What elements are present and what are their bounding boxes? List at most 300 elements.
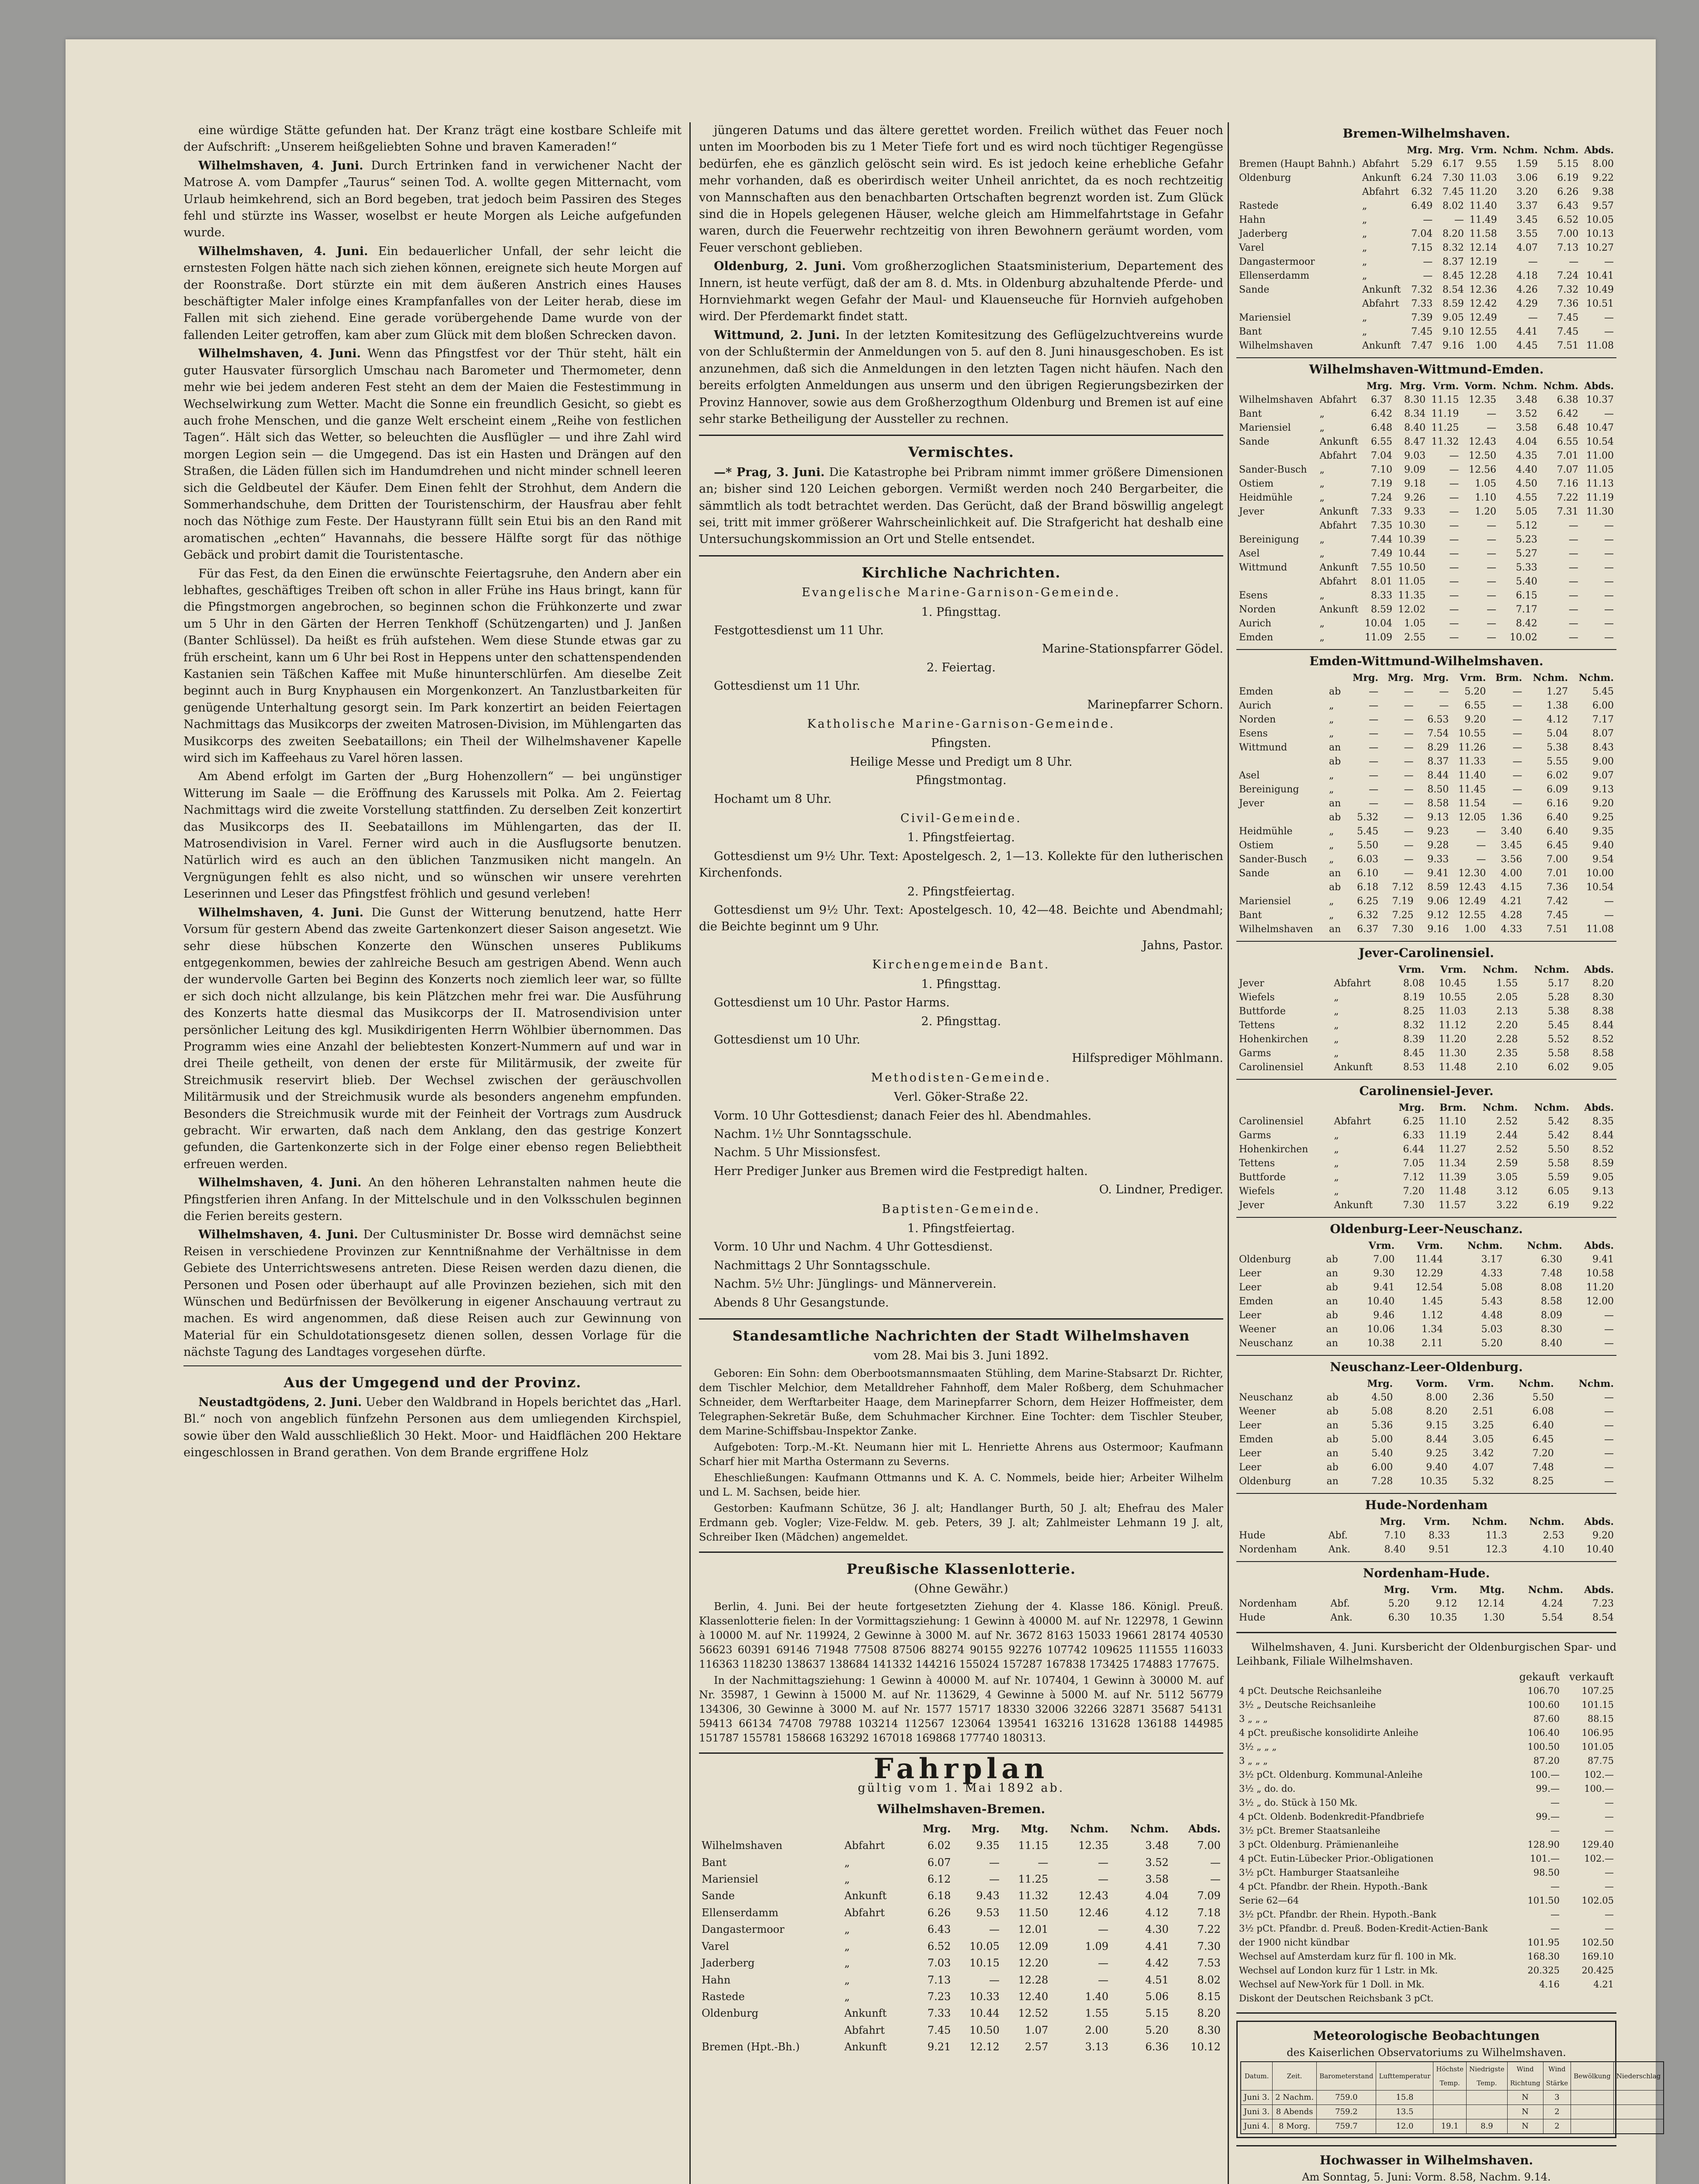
time-cell: 1.59 (1516, 159, 1538, 169)
arr-dep: Ankunft (1362, 284, 1401, 295)
time-cell: 8.58 (1540, 1296, 1562, 1307)
station-name: Mariensiel (1239, 896, 1291, 907)
station-name: Hahn (702, 1973, 731, 1986)
train-timetable (1236, 1377, 1616, 1489)
time-cell: 11.45 (1458, 784, 1486, 795)
time-cell: — (1512, 686, 1523, 697)
time-cell: 9.18 (1404, 478, 1426, 489)
station-name: Emden (1239, 1296, 1273, 1307)
weather-cell: 13.5 (1376, 2105, 1433, 2119)
rate-cell: — (1605, 1909, 1614, 1920)
timetable-header-cell: Vrm. (1368, 1240, 1395, 1251)
station-name: Carolinensiel (1239, 1116, 1304, 1127)
time-cell: 11.54 (1458, 798, 1486, 809)
rate-cell: — (1550, 1881, 1560, 1892)
time-cell: 6.09 (1547, 784, 1568, 795)
article-text: jüngeren Datums und das ältere gerettet worden. Freilich wüthet das Feuer noch unten im Moorboden bis zu 1 Meter Tiefe fort und es wird noch tüchtiger Regengüsse bedürfen, ehe es gänzlich gelöscht sein wird. Es ist jedoch keine erhebliche Gefahr mehr vorhanden, daß es oberirdisch weiter Unheil anrichtet, da es noch rechtzeitig von Mannschaften aus den benachbarten Ortschaften begrenzt worden ist. Zum Glück sind die in Hopels gelegenen Häuser, welche gleich am Himmelfahrtstage in Gefahr waren, durch die Feuerwehr rechtzeitig von ihren Bewohnern geräumt worden, vom Feuer verschont geblieben. (699, 124, 1223, 255)
security-name: 3½ pCt. Hamburger Staatsanleihe (1239, 1867, 1399, 1878)
time-cell: 9.25 (1426, 1448, 1448, 1459)
exchange-row (1236, 1810, 1616, 1824)
time-cell: 7.18 (1197, 1906, 1221, 1919)
time-cell: 2.55 (1404, 632, 1426, 643)
arr-dep: „ (1334, 1048, 1339, 1059)
time-cell: 2.44 (1496, 1130, 1518, 1141)
time-cell: 8.54 (1442, 284, 1464, 295)
timetable-header-cell (1324, 1239, 1349, 1253)
timetable-row (1236, 1419, 1616, 1433)
time-cell: 7.45 (1557, 326, 1579, 337)
time-cell: 8.45 (1442, 270, 1464, 281)
time-cell: 1.45 (1421, 1296, 1443, 1307)
arr-dep: Ankunft (1334, 1062, 1373, 1073)
time-cell: 12.46 (1078, 1906, 1109, 1919)
arr-dep: an (1326, 1324, 1338, 1335)
timetable-header-cell (1236, 963, 1331, 977)
weather-cell (1613, 2119, 1664, 2134)
time-cell: 3.42 (1472, 1448, 1494, 1459)
time-cell: 4.00 (1501, 868, 1523, 879)
article-paragraph (183, 905, 682, 1173)
time-cell: 5.38 (1548, 1006, 1570, 1017)
time-cell: 5.23 (1516, 534, 1537, 545)
time-cell: 10.55 (1458, 728, 1486, 739)
time-cell: 5.42 (1548, 1130, 1570, 1141)
security-name: 4 pCt. Eutin-Lübecker Prior.-Obligationen (1239, 1853, 1434, 1864)
article-paragraph (699, 464, 1223, 548)
station-name (1236, 185, 1360, 199)
time-cell: 6.45 (1547, 840, 1568, 851)
time-cell: 9.51 (1428, 1544, 1450, 1555)
station-name: Sande (702, 1890, 735, 1902)
newspaper-page (66, 39, 1661, 2184)
timetable-header-row (699, 1821, 1223, 1837)
arr-dep: Abfahrt (1362, 159, 1399, 169)
time-cell: 11.50 (1018, 1906, 1048, 1919)
time-cell: — (1210, 1873, 1221, 1886)
timetable-row (699, 1921, 1223, 1938)
church-line: Katholische Marine-Garnison-Gemeinde. (807, 717, 1115, 731)
rate-cell: 4.21 (1593, 1979, 1614, 1990)
time-cell: 6.45 (1532, 1434, 1554, 1445)
time-cell: 9.54 (1592, 854, 1614, 865)
timetable-header-cell: Vrm. (1460, 672, 1486, 684)
timetable-row (1236, 1253, 1616, 1267)
time-cell: 9.41 (1427, 868, 1449, 879)
time-cell: 11.32 (1431, 436, 1459, 447)
weather-header-cell: Wind Stärke (1543, 2062, 1571, 2091)
station-name: Carolinensiel (1239, 1062, 1304, 1073)
timetable-header-cell (1328, 1583, 1367, 1597)
church-line: Festgottesdienst um 11 Uhr. (714, 623, 884, 637)
time-cell: 12.55 (1458, 910, 1486, 921)
time-cell: — (1449, 632, 1459, 643)
church-line: Abends 8 Uhr Gesangstunde. (714, 1296, 889, 1310)
article-text: In der letzten Komitesitzung des Geflügelzuchtvereins wurde von der Schlußtermin der Anmeldungen von 5. auf den 8. Juni hinausgeschoben. Es ist anzunehmen, daß sich die Anmeldungen in den letzten Tagen nicht häufen. Nach den bereits erfolgten Anmeldungen aus unserm und den übrigen Regierungsbezirken der Provinz Hannover, sowie aus dem Großherzogthum Oldenburg und Bremen ist auf eine sehr starke Betheiligung der Aussteller zu rechnen. (699, 328, 1223, 426)
time-cell: 11.10 (1439, 1116, 1467, 1127)
timetable-row (1236, 199, 1616, 213)
time-cell: — (1404, 756, 1414, 767)
timetable-row (1236, 325, 1616, 339)
time-cell: 5.36 (1371, 1420, 1393, 1431)
arr-dep: an (1326, 1338, 1338, 1349)
time-cell: — (1449, 590, 1459, 601)
time-cell: 5.20 (1464, 686, 1486, 697)
time-cell: 6.55 (1464, 700, 1486, 711)
lottery-results (699, 1600, 1223, 1745)
time-cell: 7.24 (1557, 270, 1579, 281)
time-cell: 11.40 (1458, 770, 1486, 781)
time-cell: — (1604, 1324, 1614, 1335)
station-name: Wiefels (1239, 992, 1275, 1003)
rate-cell: 101.15 (1581, 1700, 1614, 1710)
time-cell: 5.27 (1516, 548, 1537, 559)
time-cell: 12.00 (1586, 1296, 1614, 1307)
timetable-row (1236, 685, 1616, 699)
time-cell: 8.40 (1384, 1544, 1406, 1555)
time-cell: 4.55 (1516, 492, 1537, 503)
time-cell: 8.15 (1197, 1990, 1221, 2003)
time-cell: 5.40 (1371, 1448, 1393, 1459)
time-cell: 12.40 (1018, 1990, 1048, 2003)
time-cell: 3.58 (1145, 1873, 1169, 1886)
time-cell: — (1568, 548, 1578, 559)
station-name: Oldenburg (702, 2007, 759, 2020)
arr-dep: „ (844, 1957, 850, 1970)
timetable-row (1236, 1475, 1616, 1489)
arr-dep: „ (1334, 1186, 1339, 1197)
timetable-header-row (1236, 1239, 1616, 1253)
weather-cell: Juni 3. (1241, 2091, 1273, 2105)
time-cell: 5.45 (1357, 826, 1379, 837)
timetable-row (1236, 1143, 1616, 1157)
article-dateline: Wittmund, 2. Juni. (714, 328, 840, 342)
article-dateline: Wilhelmshaven, 4. Juni. (198, 1176, 362, 1190)
time-cell: 9.26 (1404, 492, 1426, 503)
time-cell: — (1486, 576, 1496, 587)
timetable-header-cell: Mrg. (971, 1822, 1000, 1835)
church-line: 1. Pfingsttag. (921, 977, 1001, 991)
arr-dep: „ (1334, 1034, 1339, 1045)
timetable-row (1236, 1433, 1616, 1447)
time-cell: — (1098, 1873, 1109, 1886)
time-cell: 11.19 (1439, 1130, 1467, 1141)
time-cell: 11.48 (1439, 1186, 1467, 1197)
time-cell: 2.11 (1421, 1338, 1443, 1349)
time-cell: 4.41 (1145, 1940, 1169, 1952)
arr-dep: „ (1329, 784, 1334, 795)
timetable-row (1236, 393, 1616, 407)
station-name: Heidmühle (1239, 826, 1293, 837)
time-cell: 9.05 (1442, 312, 1464, 323)
security-name: Diskont der Deutschen Reichsbank 3 pCt. (1239, 1993, 1434, 2004)
time-cell: 11.3 (1485, 1530, 1507, 1541)
time-cell: — (1604, 312, 1614, 323)
time-cell: 12.52 (1018, 2007, 1048, 2020)
time-cell: — (1486, 548, 1496, 559)
time-cell: 5.05 (1516, 506, 1537, 517)
station-name: Wilhelmshaven (1239, 340, 1313, 351)
time-cell: 7.30 (1392, 924, 1414, 935)
arr-dep: „ (1362, 256, 1367, 267)
arr-dep: „ (1362, 326, 1367, 337)
time-cell: 9.05 (1592, 1172, 1614, 1183)
exchange-row (1236, 1949, 1616, 1963)
time-cell: 4.42 (1145, 1957, 1169, 1970)
exchange-row (1236, 1824, 1616, 1838)
church-line: Gottesdienst um 9½ Uhr. Text: Apostelgesch. 2, 1—13. Kollekte für den lutherischen Kirchenfonds. (699, 849, 1223, 880)
time-cell: 9.55 (1475, 159, 1497, 169)
article-dateline: Wilhelmshaven, 4. Juni. (198, 244, 368, 258)
time-cell: 7.45 (927, 2024, 951, 2036)
arr-dep: ab (1326, 1282, 1338, 1293)
exchange-row (1236, 1726, 1616, 1740)
time-cell: — (1449, 478, 1459, 489)
timetable-header-cell: Nchm. (1467, 1240, 1503, 1251)
time-cell: 3.52 (1516, 408, 1537, 419)
time-cell: 3.05 (1472, 1434, 1494, 1445)
church-line: Vorm. 10 Uhr und Nachm. 4 Uhr Gottesdienst. (714, 1240, 993, 1254)
time-cell: 5.20 (1481, 1338, 1503, 1349)
time-cell: 3.12 (1496, 1186, 1518, 1197)
arr-dep: „ (1329, 700, 1334, 711)
timetable-header-cell: Mtg. (1479, 1584, 1505, 1596)
lottery-heading: Preußische Klassenlotterie. (846, 1560, 1076, 1577)
divider (1236, 1217, 1616, 1218)
weather-cell (1467, 2091, 1508, 2105)
time-cell: 6.42 (1557, 408, 1578, 419)
church-line: Kirchengemeinde Bant. (872, 958, 1050, 972)
time-cell: 6.43 (1557, 200, 1579, 211)
time-cell: 1.05 (1474, 478, 1496, 489)
timetable-row (1236, 923, 1616, 936)
timetable-header-cell: Nchm. (1502, 145, 1538, 156)
time-cell: 6.24 (1411, 173, 1433, 183)
time-cell: 12.50 (1468, 450, 1496, 461)
timetable-header-cell: Nchm. (1533, 672, 1568, 684)
station-name: Leer (1239, 1448, 1262, 1459)
timetable-row (1236, 171, 1616, 185)
article-dateline: Neustadtgödens, 2. Juni. (198, 1396, 362, 1410)
station-name: Garms (1239, 1130, 1271, 1141)
time-cell: 7.04 (1411, 228, 1433, 239)
time-cell: 4.15 (1501, 882, 1523, 893)
time-cell: 6.02 (1547, 770, 1568, 781)
timetable-row (1236, 909, 1616, 923)
arr-dep: Ankunft (844, 2041, 887, 2053)
time-cell: 11.30 (1439, 1048, 1467, 1059)
time-cell: 8.25 (1532, 1476, 1554, 1487)
time-cell: 5.29 (1411, 159, 1433, 169)
time-cell: 6.08 (1532, 1406, 1554, 1417)
timetable-row (1236, 991, 1616, 1005)
time-cell: 8.19 (1403, 992, 1425, 1003)
time-cell: 5.17 (1548, 978, 1570, 989)
time-cell: 6.26 (1557, 187, 1579, 197)
time-cell: — (1486, 632, 1496, 643)
time-cell: 3.48 (1145, 1839, 1169, 1852)
column-timetables (1236, 122, 1661, 2184)
time-cell: 9.33 (1404, 506, 1426, 517)
weather-cell: N (1507, 2091, 1543, 2105)
timetable-header-cell: Mrg. (1438, 145, 1464, 156)
station-name: Hude (1239, 1612, 1266, 1623)
station-name: Jaderberg (702, 1957, 755, 1970)
timetable-row (1236, 1323, 1616, 1337)
weather-cell: 8 Abends (1273, 2105, 1317, 2119)
timetable-header-cell (842, 1821, 907, 1837)
time-cell: 7.24 (1371, 492, 1392, 503)
time-cell: 11.27 (1439, 1144, 1467, 1155)
station-name: Jever (1239, 1200, 1264, 1211)
time-cell: 7.10 (1384, 1530, 1406, 1541)
time-cell: 8.33 (1371, 590, 1392, 601)
time-cell: 9.05 (1592, 1062, 1614, 1073)
time-cell: 4.33 (1501, 924, 1523, 935)
timetable-table (699, 1821, 1223, 2056)
time-cell: 8.47 (1404, 436, 1426, 447)
time-cell: 3.40 (1501, 826, 1523, 837)
time-cell: — (1512, 784, 1523, 795)
timetable-row (1236, 1337, 1616, 1351)
time-cell: 10.49 (1586, 284, 1614, 295)
exchange-row (1236, 1782, 1616, 1796)
time-cell: 10.35 (1429, 1612, 1457, 1623)
timetable-header-cell: Nchm. (1534, 964, 1570, 975)
timetable-header-cell (1236, 671, 1326, 685)
timetable-route-title: Bremen-Wilhelmshaven. (1343, 126, 1510, 141)
train-timetable (1236, 671, 1616, 936)
time-cell: 9.28 (1427, 840, 1449, 851)
station-name: Weener (1239, 1324, 1276, 1335)
arr-dep: „ (1334, 1158, 1339, 1169)
arr-dep: „ (1334, 1020, 1339, 1031)
timetable-header-cell: Vorm. (1464, 380, 1496, 392)
time-cell: 2.10 (1496, 1062, 1518, 1073)
timetable-header-cell: Nchm. (1534, 1102, 1570, 1113)
time-cell: 7.00 (1547, 854, 1568, 865)
time-cell: — (1098, 1923, 1109, 1936)
station-name: Jaderberg (1239, 228, 1288, 239)
timetable-row (699, 2039, 1223, 2055)
arr-dep: ab (1329, 686, 1341, 697)
weather-cell (1571, 2105, 1614, 2119)
time-cell: 11.26 (1458, 742, 1486, 753)
timetable-row (1236, 1157, 1616, 1171)
arr-dep: an (1329, 868, 1341, 879)
time-cell: 3.45 (1501, 840, 1523, 851)
timetable-route-title: Wilhelmshaven-Wittmund-Emden. (1309, 362, 1544, 377)
station-name: Wittmund (1239, 562, 1287, 573)
time-cell: 10.12 (1190, 2041, 1221, 2053)
security-name: 3½ „ „ „ (1239, 1742, 1277, 1752)
train-timetable (1236, 963, 1616, 1075)
timetable-header-cell: Mrg. (1400, 380, 1426, 392)
station-name: Jever (1239, 798, 1264, 809)
church-line: Heilige Messe und Predigt um 8 Uhr. (850, 755, 1073, 769)
time-cell: 8.32 (1442, 242, 1464, 253)
time-cell: — (1512, 770, 1523, 781)
divider (1236, 1632, 1616, 1633)
time-cell: 7.51 (1547, 924, 1568, 935)
time-cell: 7.55 (1371, 562, 1392, 573)
church-line: 1. Pfingstfeiertag. (907, 831, 1015, 845)
arr-dep: „ (844, 1856, 850, 1869)
time-cell: 6.40 (1532, 1420, 1554, 1431)
time-cell: 10.15 (969, 1957, 1000, 1970)
security-name: der 1900 nicht kündbar (1239, 1937, 1350, 1948)
time-cell: 8.42 (1516, 618, 1537, 629)
train-timetables (1236, 127, 1616, 1625)
time-cell: — (1404, 770, 1414, 781)
weather-row (1241, 2119, 1664, 2134)
time-cell: 2.36 (1472, 1392, 1494, 1403)
time-cell: 7.23 (1592, 1598, 1614, 1609)
time-cell: — (1512, 714, 1523, 725)
timetable-row (699, 2022, 1223, 2039)
time-cell: 1.55 (1496, 978, 1518, 989)
arr-dep: „ (1334, 992, 1339, 1003)
time-cell: 9.41 (1373, 1282, 1395, 1293)
time-cell: 3.20 (1516, 187, 1538, 197)
time-cell: 6.32 (1411, 187, 1433, 197)
civil-registry-entries (699, 1366, 1223, 1545)
arr-dep: „ (1362, 214, 1367, 225)
weather-row (1241, 2091, 1664, 2105)
time-cell: 1.10 (1474, 492, 1496, 503)
station-name (1236, 519, 1317, 533)
time-cell: 6.55 (1557, 436, 1578, 447)
timetable-header-cell: Vrm. (1471, 145, 1497, 156)
rate-cell: — (1605, 1825, 1614, 1836)
rate-cell: 101.50 (1527, 1895, 1560, 1906)
time-cell: 1.27 (1547, 686, 1568, 697)
article-text: eine würdige Stätte gefunden hat. Der Kranz trägt eine kostbare Schleife mit der Aufschrift: „Unserem heißgeliebten Sohne und braven Kameraden!“ (183, 124, 682, 154)
time-cell: 5.50 (1532, 1392, 1554, 1403)
timetable-header-cell (1326, 671, 1346, 685)
time-cell: 11.15 (1018, 1839, 1048, 1852)
time-cell: — (1404, 868, 1414, 879)
timetable-header-cell (1236, 1377, 1324, 1391)
time-cell: 3.06 (1516, 173, 1538, 183)
time-cell: 5.58 (1548, 1048, 1570, 1059)
church-line: Nachm. 5 Uhr Missionsfest. (714, 1146, 881, 1160)
time-cell: — (1439, 686, 1449, 697)
time-cell: 7.28 (1371, 1476, 1393, 1487)
time-cell: 1.36 (1501, 812, 1523, 823)
timetable-row (1236, 1309, 1616, 1323)
rate-cell (1562, 1991, 1616, 2005)
time-cell: — (1604, 1338, 1614, 1349)
time-cell: 4.12 (1145, 1906, 1169, 1919)
church-line: Pfingstmontag. (916, 774, 1007, 788)
time-cell: — (1404, 826, 1414, 837)
timetable-row (1236, 297, 1616, 311)
station-name: Tettens (1239, 1158, 1275, 1169)
arr-dep: „ (1329, 826, 1334, 837)
time-cell: — (989, 1973, 1000, 1986)
timetable-row (1236, 1047, 1616, 1061)
arr-dep: an (1329, 798, 1341, 809)
time-cell: — (1512, 742, 1523, 753)
arr-dep: Ankunft (1319, 562, 1359, 573)
time-cell: 7.22 (1557, 492, 1578, 503)
weather-table (1240, 2061, 1664, 2134)
exchange-row (1236, 1866, 1616, 1880)
timetable-row (1236, 255, 1616, 269)
time-cell: 7.49 (1371, 548, 1392, 559)
time-cell: 8.20 (1442, 228, 1464, 239)
station-name: Bremen (Hpt.-Bh.) (702, 2041, 800, 2053)
